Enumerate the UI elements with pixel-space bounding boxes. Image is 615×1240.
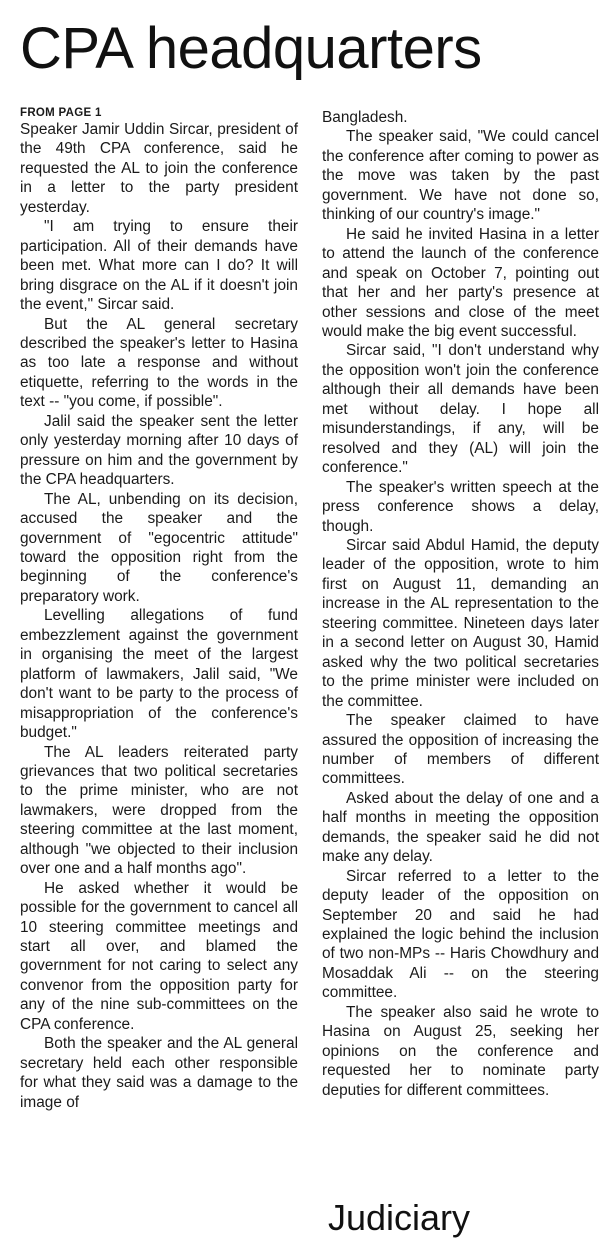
article-paragraph: Asked about the delay of one and a half months in meeting the opposition demands, the speaker said he did not make any delay. (322, 789, 599, 866)
article-paragraph: Speaker Jamir Uddin Sircar, president of the 49th CPA conference, said he requested the AL to join the conference in a letter to the party president yesterday. (20, 121, 298, 216)
article-paragraph: Levelling allegations of fund embezzlement against the government in organising the meet of the largest platform of lawmakers, Jalil said, "We don't want to be party to the process of misappropriation of the conference's budget." (20, 607, 298, 742)
article-paragraph: He asked whether it would be possible for the government to cancel all 10 steering committee meetings and start all over, and blamed the government for not caring to select any convenor from the opposition party for any of the nine sub-committees on the CPA conference. (20, 879, 298, 1033)
article-paragraph: Sircar referred to a letter to the deputy leader of the opposition on September 20 and said he had explained the logic behind the inclusion of two non-MPs -- Haris Chowdhury and Mosaddak Ali -- on the steering committee. (322, 867, 599, 1002)
article-column-right (322, 108, 599, 1100)
article-paragraph: The speaker claimed to have assured the opposition of increasing the number of members of different committees. (322, 712, 599, 788)
article-paragraph: The AL leaders reiterated party grievances that two political secretaries to the prime minister, who are not lawmakers, were dropped from the steering committee at the last moment, although "we objected to their inclusion over one and a half months ago". (20, 743, 298, 878)
article-paragraph: Sircar said Abdul Hamid, the deputy leader of the opposition, wrote to him first on August 11, demanding an increase in the AL representation to the steering committee. Nineteen days later in a second letter on August 30, Hamid asked why the two political secretaries to the prime minister were included on the committee. (322, 536, 599, 710)
article-paragraph: Both the speaker and the AL general secretary held each other responsible for what they said was a damage to the image of (20, 1035, 298, 1111)
headline: CPA headquarters (20, 16, 482, 81)
article-paragraph: Sircar said, "I don't understand why the opposition won't join the conference although their all demands have been met without delay. I hope all misunderstandings, if any, will be resolved and they (AL) will join the conference." (322, 342, 599, 477)
article-continuation: Bangladesh. (322, 109, 408, 126)
article-paragraph: But the AL general secretary described the speaker's letter to Hasina as too late a response and without etiquette, referring to the words in the text -- "you come, if possible". (20, 315, 298, 411)
article-paragraph: The speaker's written speech at the press conference shows a delay, though. (322, 478, 599, 535)
article-paragraph: Jalil said the speaker sent the letter only yesterday morning after 10 days of pressure on him and the government by the CPA headquarters. (20, 412, 298, 489)
article-column-left (20, 106, 298, 1112)
article-paragraph: The speaker said, "We could cancel the conference after coming to power as the move was taken by the past government. We have not done so, thinking of our country's image." (322, 128, 599, 224)
article-paragraph: He said he invited Hasina in a letter to attend the launch of the conference and speak on October 7, pointing out that her and her party's presence at other sessions and close of the meet would make the big event successful. (322, 225, 599, 340)
article-paragraph: The AL, unbending on its decision, accused the speaker and the government of "egocentric attitude" toward the opposition right from the beginning of the conference's preparatory work. (20, 490, 298, 605)
next-article-headline: Judiciary (328, 1197, 471, 1238)
from-page-kicker: FROM PAGE 1 (20, 107, 102, 119)
article-paragraph: "I am trying to ensure their participation. All of their demands have been met. What more can I do? It will bring disgrace on the AL if it doesn't join the event," Sircar said. (20, 218, 298, 314)
article-paragraph: The speaker also said he wrote to Hasina on August 25, seeking her opinions on the conference and requested her to nominate party deputies for different committees. (322, 1003, 599, 1099)
